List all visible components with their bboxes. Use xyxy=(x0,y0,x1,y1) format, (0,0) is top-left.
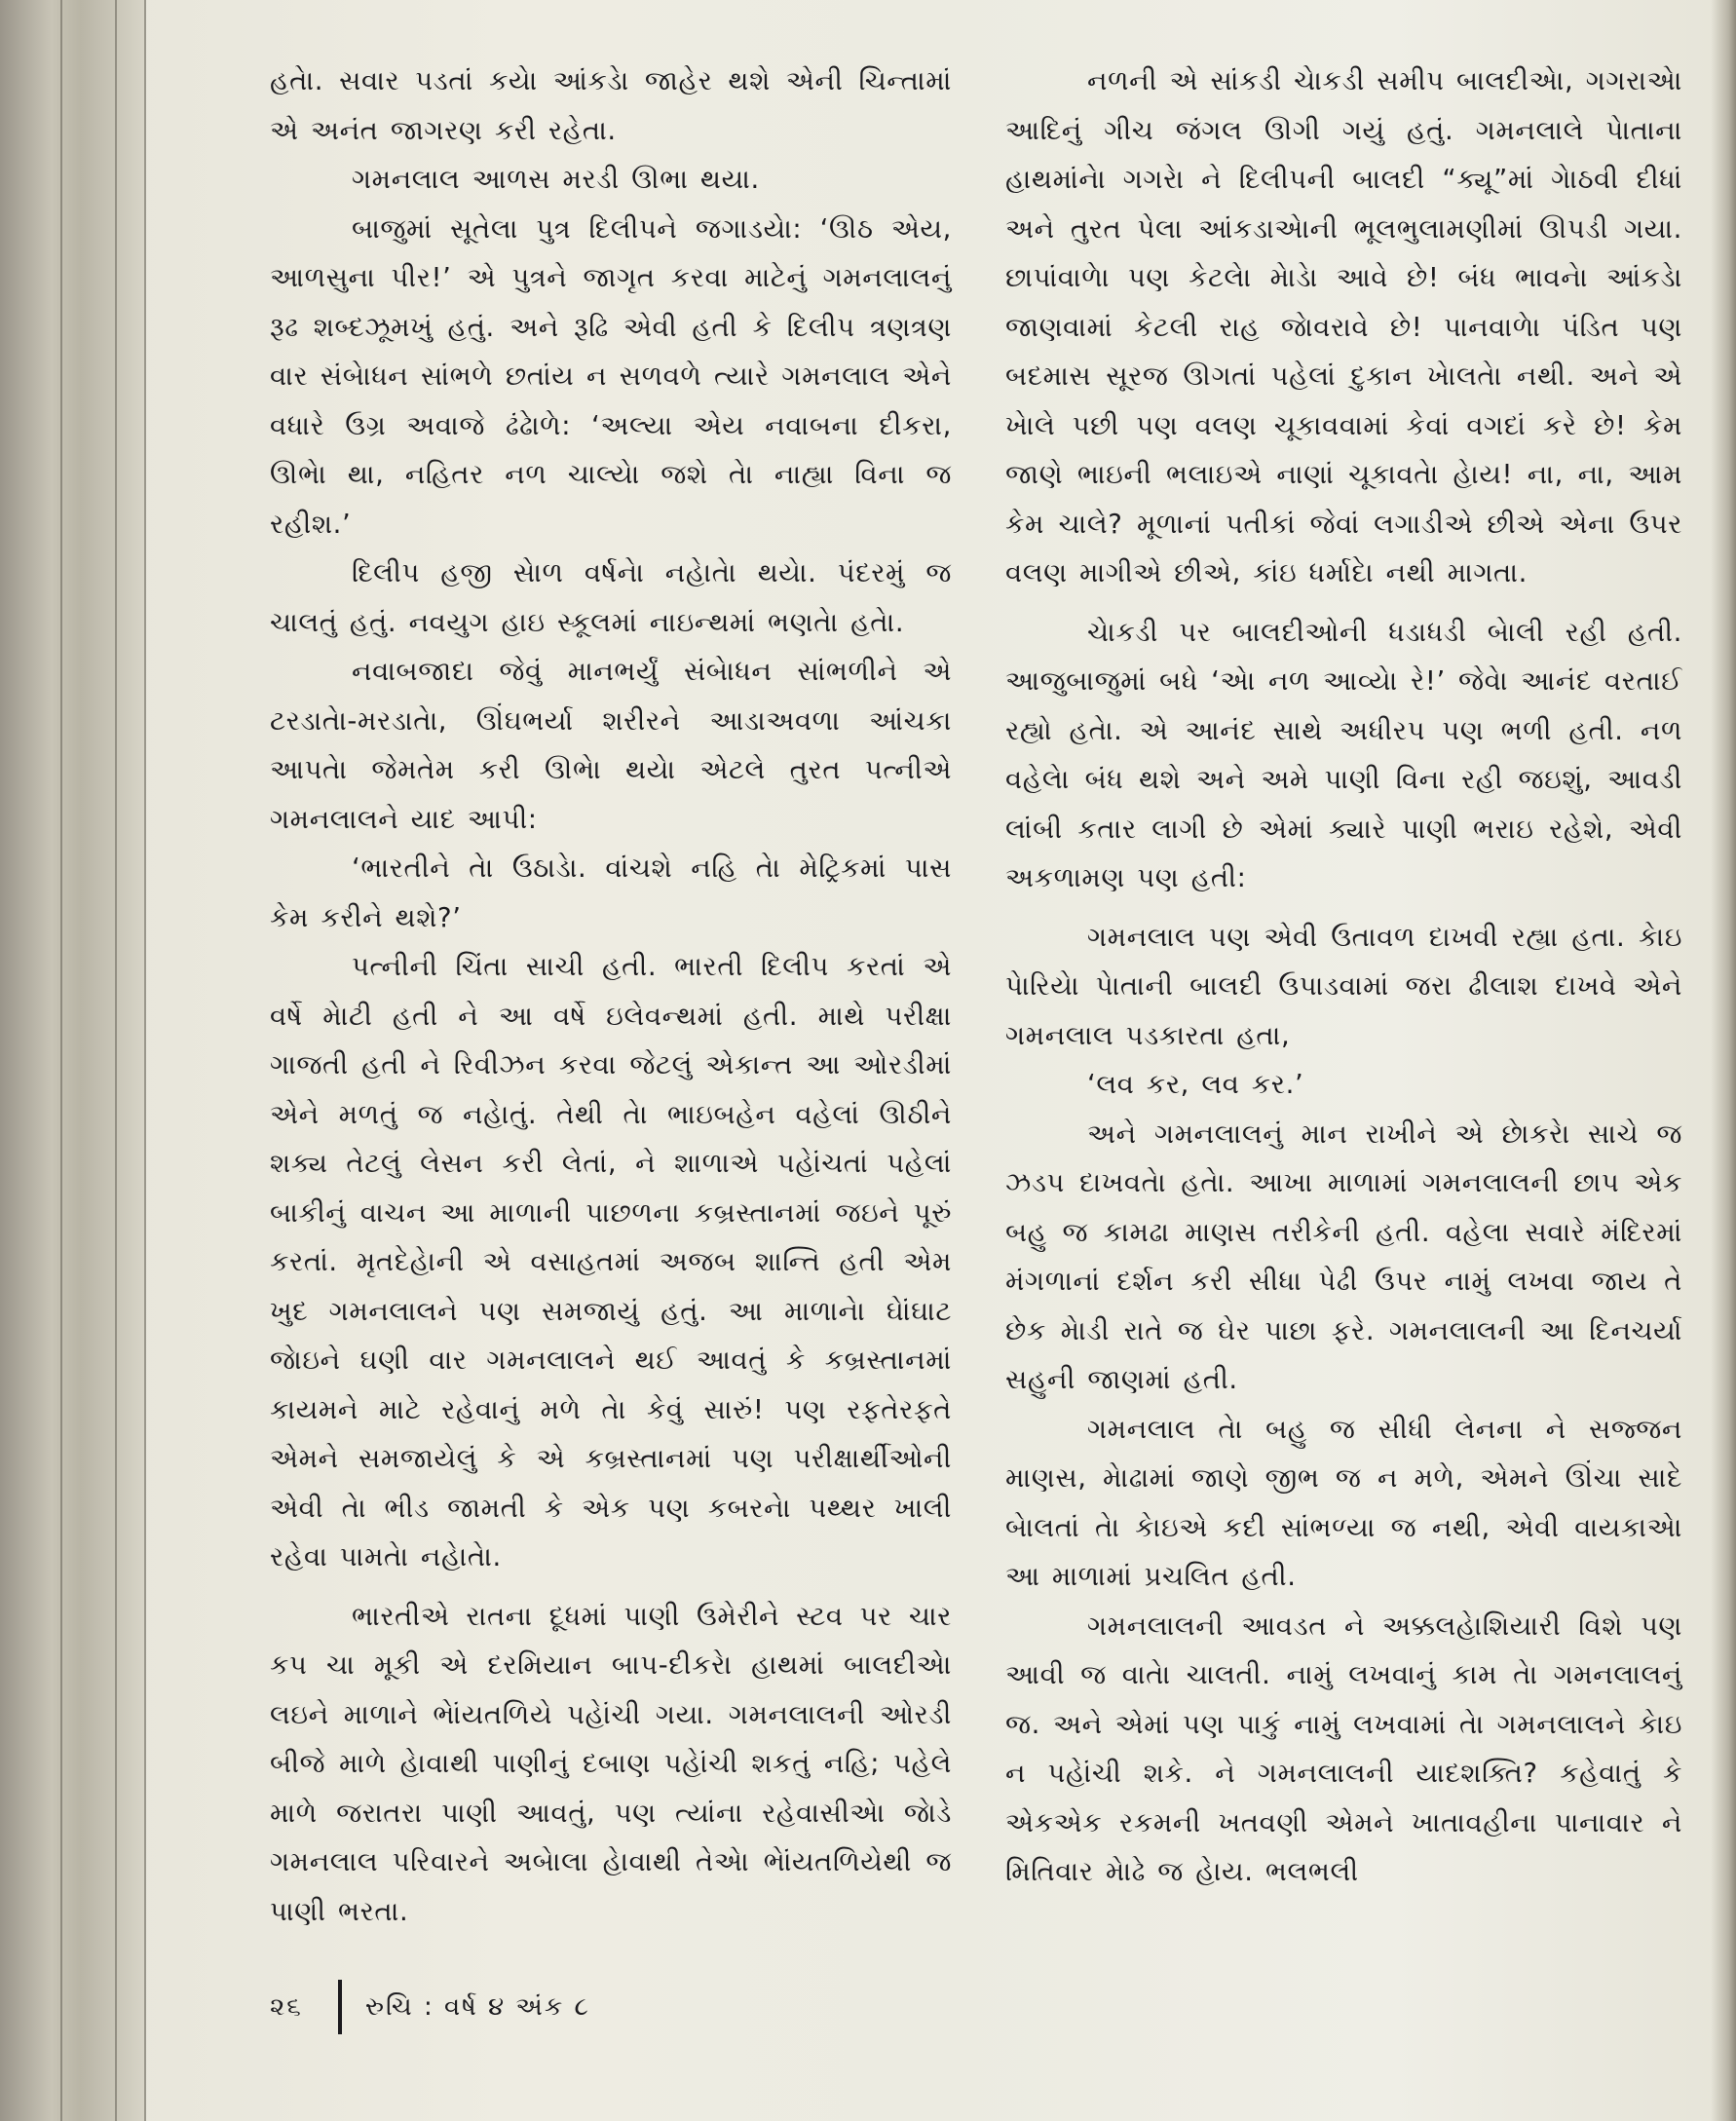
paragraph: ભારતીએ રાતના દૂધમાં પાણી ઉમેરીને સ્ટવ પર ચાર કપ ચા મૂકી એ દરમિયાન બાપ-દીકરેા હાથમાં બાલદીએા લઇને માળાને ભેાંયતળિયે પહેાંચી ગયા. ગમનલાલની ઓરડી બીજે માળે હેાવાથી પાણીનું દબાણ પહેાંચી શકતું નહિ; પહેલે માળે જરાતરા પાણી આવતું, પણ ત્યાંના રહેવાસીએા જેાડે ગમનલાલ પરિવારને અબેાલા હેાવાથી તેએા ભેાંયતળિયેથી જ પાણી ભરતા. xyxy=(270,1600,952,1927)
paragraph: ગમનલાલની આવડત ને અક્કલહેાશિયારી વિશે પણ આવી જ વાતેા ચાલતી. નામું લખવાનું કામ તેા ગમનલાલનું જ. અને એમાં પણ પાકું નામું લખવામાં તેા ગમનલાલને કેાઇ ન પહેાંચી શકે. ને ગમનલાલની યાદશક્તિ? કહેવાતું કે એકએક રકમની ખતવણી એમને ખાતાવહીના પાનાવાર ને મિતિવાર મેાઢે જ હેાય. ભલભલી xyxy=(1005,1610,1682,1887)
book-gutter xyxy=(0,0,146,2121)
paragraph: ગમનલાલ પણ એવી ઉતાવળ દાખવી રહ્યા હતા. કેાઇ પેારિયેા પેાતાની બાલદી ઉપાડવામાં જરા ઢીલાશ દાખવે એને ગમનલાલ પડકારતા હતા, xyxy=(1005,921,1682,1051)
gutter-page-edge xyxy=(115,0,117,2121)
publication-issue: રુચિ : વર્ષ ૪ અંક ૮ xyxy=(365,1991,590,2022)
paragraph: નવાબજાદા જેવું માનભર્યું સંબેાધન સાંભળીને એ ટરડાતેા-મરડાતેા, ઊંઘભર્યા શરીરને આડાઅવળા આંચકા આપતેા જેમતેમ કરી ઊભેા થયેા એટલે તુરત પત્નીએ ગમનલાલને યાદ આપી: xyxy=(270,656,952,835)
left-text-column xyxy=(270,57,952,1936)
paragraph: પત્નીની ચિંતા સાચી હતી. ભારતી દિલીપ કરતાં એ વર્ષે મેાટી હતી ને આ વર્ષે ઇલેવન્થમાં હતી. માથે પરીક્ષા ગાજતી હતી ને રિવીઝન કરવા જેટલું એકાન્ત આ ઓરડીમાં એને મળતું જ નહેાતું. તેથી તેા ભાઇબહેન વહેલાં ઊઠીને શક્ય તેટલું લેસન કરી લેતાં, ને શાળાએ પહેાંચતાં પહેલાં બાકીનું વાચન આ માળાની પાછળના કબ્રસ્તાનમાં જઇને પૂરું કરતાં. મૃતદેહેાની એ વસાહતમાં અજબ શાન્તિ હતી એમ ખુદ ગમનલાલને પણ સમજાયું હતું. આ માળાનેા ઘેાંઘાટ જેાઇને ઘણી વાર ગમનલાલને થઈ આવતું કે કબ્રસ્તાનમાં કાયમને માટે રહેવાનું મળે તેા કેવું સારું! પણ રફતેરફતે એમને સમજાયેલું કે એ કબ્રસ્તાનમાં પણ પરીક્ષાર્થીઓની એવી તેા ભીડ જામતી કે એક પણ કબરનેા પથ્થર ખાલી રહેવા પામતેા નહેાતેા. xyxy=(270,951,952,1572)
paragraph: દિલીપ હજી સેાળ વર્ષનેા નહેાતેા થયેા. પંદરમું જ ચાલતું હતું. નવયુગ હાઇ સ્કૂલમાં નાઇન્થમાં ભણતેા હતેા. xyxy=(270,557,952,638)
paragraph: નળની એ સાંકડી ચેાકડી સમીપ બાલદીએા, ગગરાએા આદિનું ગીચ જંગલ ઊગી ગયું હતું. ગમનલાલે પેાતાના હાથમાંનેા ગગરેા ને દિલીપની બાલદી “ક્યૂ”માં ગેાઠવી દીધાં અને તુરત પેલા આંકડાએાની ભૂલભુલામણીમાં ઊપડી ગયા. છાપાંવાળેા પણ કેટલેા મેાડેા આવે છે! બંધ ભાવનેા આંકડેા જાણવામાં કેટલી રાહ જેાવરાવે છે! પાનવાળેા પંડિત પણ બદમાસ સૂરજ ઊગતાં પહેલાં દુકાન ખેાલતેા નથી. અને એ ખેાલે પછી પણ વલણ ચૂકાવવામાં કેવાં વગદાં કરે છે! કેમ જાણે ભાઇની ભલાઇએ નાણાં ચૂકાવતેા હેાય! ના, ના, આમ કેમ ચાલે? મૂળાનાં પતીકાં જેવાં લગાડીએ છીએ એના ઉપર વલણ માગીએ છીએ, કાંઇ ધર્માદેા નથી માગતા. xyxy=(1005,65,1682,588)
paragraph: ગમનલાલ આળસ મરડી ઊભા થયા. xyxy=(352,164,760,195)
footer-divider xyxy=(338,1980,342,2034)
paragraph: ગમનલાલ તેા બહુ જ સીધી લેનના ને સજ્જન માણસ, મેાઢામાં જાણે જીભ જ ન મળે, એમને ઊંચા સાદે બેાલતાં તેા કેાઇએ કદી સાંભળ્યા જ નથી, એવી વાયકાએા આ માળામાં પ્રચલિત હતી. xyxy=(1005,1413,1682,1592)
paragraph: ચેાકડી પર બાલદીઓની ધડાધડી બેાલી રહી હતી. આજુબાજુમાં બધે ‘એા નળ આવ્યેા રે!’ જેવેા આનંદ વરતાઈ રહ્યો હતેા. એ આનંદ સાથે અધીરપ પણ ભળી હતી. નળ વહેલેા બંધ થશે અને અમે પાણી વિના રહી જઇશું, આવડી લાંબી કતાર લાગી છે એમાં ક્યારે પાણી ભરાઇ રહેશે, એવી અકળામણ પણ હતી: xyxy=(1005,616,1682,893)
paragraph: બાજુમાં સૂતેલા પુત્ર દિલીપને જગાડયેા: ‘ઊઠ એય, આળસુના પીર!’ એ પુત્રને જાગૃત કરવા માટેનું ગમનલાલનું રૂઢ શબ્દઝૂમખું હતું. અને રૂઢિ એવી હતી કે દિલીપ ત્રણત્રણ વાર સંબેાધન સાંભળે છતાંય ન સળવળે ત્યારે ગમનલાલ એને વધારે ઉગ્ર અવાજે ઢંઢેાળે: ‘અલ્યા એય નવાબના દીકરા, ઊભેા થા, નહિતર નળ ચાલ્યેા જશે તેા નાહ્યા વિના જ રહીશ.’ xyxy=(270,212,952,540)
paragraph: અને ગમનલાલનું માન રાખીને એ છેાકરેા સાચે જ ઝડપ દાખવતેા હતેા. આખા માળામાં ગમનલાલની છાપ એક બહુ જ કામઢા માણસ તરીકેની હતી. વહેલા સવારે મંદિરમાં મંગળાનાં દર્શન કરી સીધા પેઢી ઉપર નામું લખવા જાય તે છેક મેાડી રાતે જ ઘેર પાછા ફરે. ગમનલાલની આ દિનચર્યા સહુની જાણમાં હતી. xyxy=(1005,1117,1682,1395)
paragraph: ‘ભારતીને તેા ઉઠાડેા. વાંચશે નહિ તેા મેટ્રિકમાં પાસ કેમ કરીને થશે?’ xyxy=(270,852,952,933)
page-right-edge xyxy=(1711,0,1736,2121)
gutter-page-edge xyxy=(60,0,62,2121)
right-text-column xyxy=(1005,57,1682,1897)
page-number: ૨૬ xyxy=(270,1991,303,2022)
paragraph: ‘લવ કર, લવ કર.’ xyxy=(1087,1069,1304,1100)
gutter-page-edge xyxy=(144,0,146,2121)
paragraph: હતેા. સવાર પડતાં કયેા આંકડેા જાહેર થશે એની ચિન્તામાં એ અનંત જાગરણ કરી રહેતા. xyxy=(270,65,952,146)
page-footer xyxy=(270,1980,590,2034)
